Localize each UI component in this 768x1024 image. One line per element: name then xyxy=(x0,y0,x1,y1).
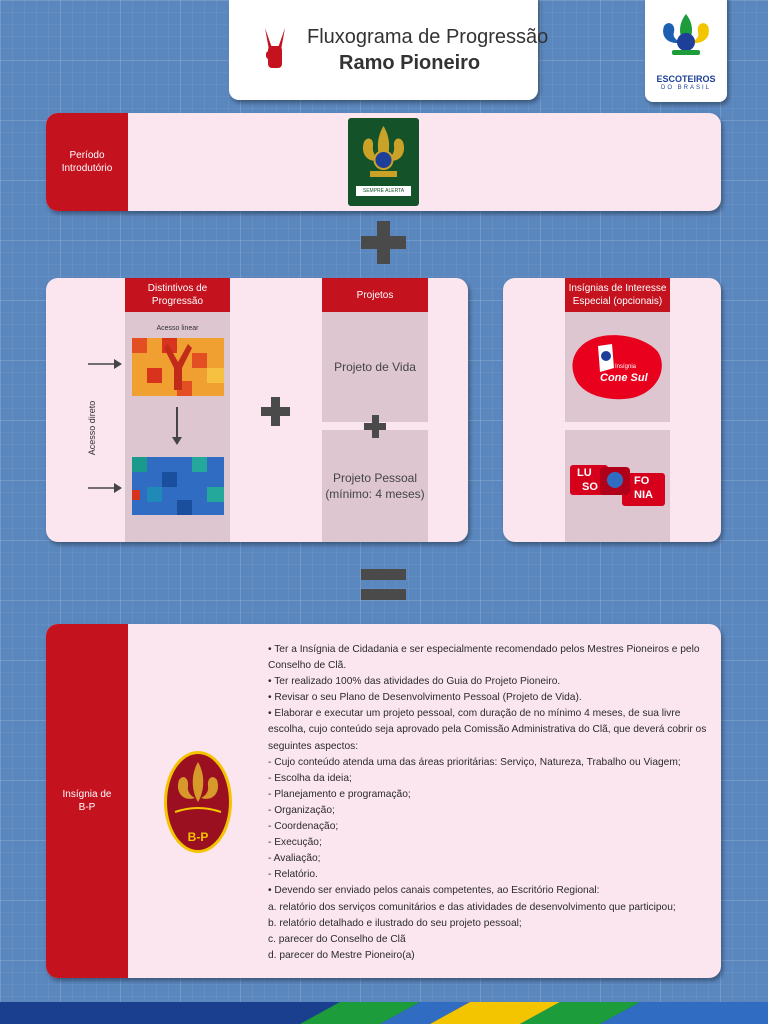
plus-sign-icon-vertical xyxy=(377,221,390,264)
project-vida-label: Projeto de Vida xyxy=(334,360,416,374)
bp-req-0: • Ter a Insígnia de Cidadania e ser especialmente recomendado pelos Mestres Pioneiros e pelo Conselho de Clã. xyxy=(268,644,700,672)
bp-req-7: - Organização; xyxy=(268,804,335,816)
cone-sul-big-label: Cone Sul xyxy=(600,372,648,384)
bp-req-8: - Coordenação; xyxy=(268,821,339,833)
intro-badge-text: SEMPRE ALERTA xyxy=(356,186,411,196)
header-title: Fluxograma de Progressão xyxy=(307,26,549,48)
special-header-label: Insígnias de Interesse Especial (opcionais) xyxy=(568,283,667,307)
bp-req-5: - Escolha da ideia; xyxy=(268,772,352,784)
bp-req-11: - Relatório. xyxy=(268,869,318,881)
bp-req-6: - Planejamento e programação; xyxy=(268,788,411,800)
col1-header-label: Distintivos de Progressão xyxy=(147,283,208,307)
cone-sul-small-label: Insígnia xyxy=(615,364,637,370)
blue-progress-badge xyxy=(132,457,224,515)
bp-req-9: - Execução; xyxy=(268,837,322,849)
project-pessoal-box xyxy=(322,430,428,542)
lusofonia-l2: SO xyxy=(582,481,598,493)
header-box xyxy=(229,0,549,100)
intro-tab-label: Período Introdutório xyxy=(61,150,113,174)
bp-req-2: • Revisar o seu Plano de Desenvolvimento Pessoal (Projeto de Vida). xyxy=(268,692,582,704)
project-vida-box xyxy=(322,312,428,422)
bp-req-15: c. parecer do Conselho de Clã xyxy=(268,933,406,945)
intro-tab xyxy=(46,113,128,211)
bp-requirements-list xyxy=(268,642,708,964)
equals-sign-top-icon xyxy=(361,569,406,580)
arrow-right-icon-2 xyxy=(88,483,122,493)
bp-req-10: - Avaliação; xyxy=(268,853,321,865)
col1-sublabel: Acesso linear xyxy=(156,325,199,332)
lusofonia-r1: FO xyxy=(634,475,650,487)
arrow-down-icon xyxy=(176,407,178,440)
pioneer-hand-icon xyxy=(261,26,289,76)
bp-req-4: - Cujo conteúdo atenda uma das áreas prioritárias: Serviço, Natureza, Trabalho ou Viagem; xyxy=(268,756,681,768)
bp-req-14: b. relatório detalhado e ilustrado do seu projeto pessoal; xyxy=(268,917,522,929)
col1-header xyxy=(125,278,230,312)
fleur-de-lis-icon xyxy=(358,124,409,182)
header-subtitle: Ramo Pioneiro xyxy=(339,52,481,74)
arrow-down-head-icon xyxy=(172,437,182,445)
bp-req-16: d. parecer do Mestre Pioneiro(a) xyxy=(268,949,415,961)
bp-req-13: a. relatório dos serviços comunitários e das atividades de desenvolvimento que participou; xyxy=(268,901,676,913)
orange-progress-badge xyxy=(132,338,224,396)
plus-sign-mini-icon-vertical xyxy=(372,415,379,438)
logo-text-sub: DO BRASIL xyxy=(660,85,711,91)
fleur-de-lis-logo-icon xyxy=(656,12,716,64)
bp-badge-text: B-P xyxy=(187,830,209,844)
escoteiros-logo xyxy=(645,0,727,102)
bp-req-3: • Elaborar e executar um projeto pessoal, com duração de no mínimo 4 meses, de sua livre escolha, cujo conteúdo seja aprovado pela Comissão Administrativa do Clã, que deverá cobrir os seguintes aspectos: xyxy=(268,708,707,752)
project-pessoal-line2: (mínimo: 4 meses) xyxy=(325,487,425,501)
equals-sign-bottom-icon xyxy=(361,589,406,600)
intro-badge xyxy=(348,118,419,206)
arrow-right-icon xyxy=(88,359,122,369)
col2-header-label: Projetos xyxy=(356,289,394,301)
special-header xyxy=(565,278,670,312)
lusofonia-l1: LU xyxy=(577,467,592,479)
bp-req-1: • Ter realizado 100% das atividades do Guia do Projeto Pioneiro. xyxy=(268,676,561,688)
logo-text-main: ESCOTEIROS xyxy=(656,74,716,84)
bp-tab xyxy=(46,624,128,978)
project-pessoal-line1: Projeto Pessoal xyxy=(332,471,418,485)
bottom-stripe-decoration xyxy=(0,1002,768,1024)
bp-req-12: • Devendo ser enviado pelos canais competentes, ao Escritório Regional: xyxy=(268,885,600,897)
plus-sign-small-icon-vertical xyxy=(271,397,280,426)
lusofonia-r2: NIA xyxy=(634,489,653,501)
bp-tab-label: Insígnia de B-P xyxy=(62,789,112,813)
side-label-acesso-direto: Acesso direto xyxy=(87,400,97,456)
col2-header xyxy=(322,278,428,312)
